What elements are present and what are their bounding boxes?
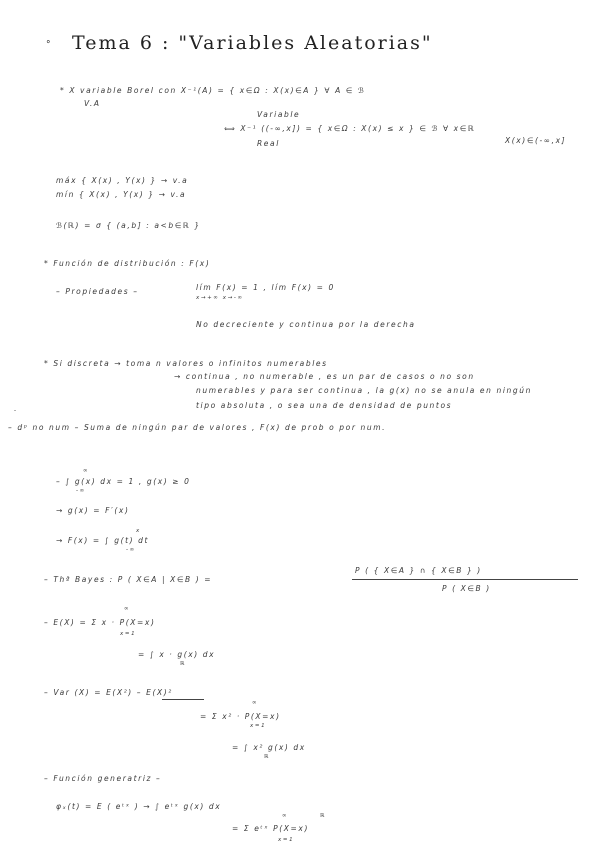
section-heading: * Función de distribución : F(x) bbox=[44, 259, 211, 268]
discrete-line: * Si discreta → toma n valores o infinitos numerables bbox=[44, 359, 328, 368]
definition-note: V.A bbox=[84, 99, 101, 108]
sum-upper: ∞ bbox=[282, 813, 289, 819]
variance-discrete: = Σ x² · P(X=x) bbox=[200, 712, 281, 721]
density-integral: – ∫ g(x) dx = 1 , g(x) ≥ 0 bbox=[56, 477, 191, 486]
sum-upper: ∞ bbox=[124, 606, 131, 612]
definition-note: X(x)∈(-∞,x] bbox=[505, 136, 567, 145]
continuous-line: tipo absoluta , o sea una de densidad de puntos bbox=[196, 401, 453, 410]
stray-mark: - bbox=[14, 407, 17, 414]
sum-upper: ∞ bbox=[252, 700, 259, 706]
generating-sum: = Σ eᵗˣ P(X=x) bbox=[232, 824, 309, 833]
integral-lower: -∞ bbox=[126, 547, 136, 553]
note-line: – dᵖ no num – Suma de ningún par de valores , F(x) de prob o por num. bbox=[8, 423, 387, 432]
min-line: mín { X(x) , Y(x) } → v.a bbox=[56, 190, 187, 199]
variance-line: – Var (X) = E(X²) – E(X)² bbox=[44, 688, 173, 697]
sum-lower: x=1 bbox=[120, 631, 137, 637]
definition-line: ⟺ X⁻¹ ((-∞,x]) = { x∈Ω : X(x) ≤ x } ∈ ℬ ∀ x∈ℝ bbox=[224, 124, 476, 133]
integral-lower: ℝ bbox=[320, 813, 326, 819]
generating-function: φₓ(t) = E ( eᵗˣ ) → ∫ eᵗˣ g(x) dx bbox=[56, 802, 222, 811]
continuous-line: → continua , no numerable , es un par de casos o no son bbox=[174, 372, 475, 381]
definition-note: Variable bbox=[257, 110, 301, 119]
subsection-heading: – Propiedades – bbox=[56, 287, 139, 296]
variance-continuous: = ∫ x² g(x) dx bbox=[232, 743, 306, 752]
underline bbox=[162, 699, 204, 700]
sum-lower: x=1 bbox=[278, 837, 295, 843]
definition-line: * X variable Borel con X⁻¹(A) = { x∈Ω : X(x)∈A } ∀ A ∈ ℬ bbox=[60, 86, 366, 95]
limits-line: lím F(x) = 1 , lím F(x) = 0 bbox=[196, 283, 335, 292]
sum-lower: x=1 bbox=[250, 723, 267, 729]
property-line: No decreciente y continua por la derecha bbox=[196, 320, 416, 329]
bayes-line: – Thª Bayes : P ( X∈A | X∈B ) = bbox=[44, 575, 213, 584]
page-title: Tema 6 : "Variables Aleatorias" bbox=[72, 32, 433, 54]
integral-upper: ∞ bbox=[83, 468, 90, 474]
continuous-line: numerables y para ser continua , la g(x) no se anula en ningún bbox=[196, 386, 532, 395]
integral-upper: x bbox=[136, 528, 141, 534]
integral-lower: -∞ bbox=[76, 488, 86, 494]
expectation-continuous: = ∫ x · g(x) dx bbox=[138, 650, 216, 659]
density-derivative: → g(x) = F′(x) bbox=[56, 506, 130, 515]
section-heading: – Función generatriz – bbox=[44, 774, 162, 783]
distribution-integral: → F(x) = ∫ g(t) dt bbox=[56, 536, 150, 545]
expectation-line: – E(X) = Σ x · P(X=x) bbox=[44, 618, 156, 627]
max-line: máx { X(x) , Y(x) } → v.a bbox=[56, 176, 189, 185]
limits-sub: x→+∞ x→-∞ bbox=[196, 295, 244, 301]
integral-lower: ℝ bbox=[180, 661, 186, 667]
bayes-denominator: P ( X∈B ) bbox=[442, 584, 491, 593]
borel-line: ℬ(ℝ) = σ { (a,b] : a<b∈ℝ } bbox=[56, 221, 201, 230]
integral-lower: ℝ bbox=[264, 754, 270, 760]
fraction-bar bbox=[352, 579, 578, 580]
definition-note: Real bbox=[257, 139, 280, 148]
bullet-icon: ° bbox=[46, 40, 51, 50]
bayes-numerator: P ( { X∈A } ∩ { X∈B } ) bbox=[355, 566, 482, 575]
